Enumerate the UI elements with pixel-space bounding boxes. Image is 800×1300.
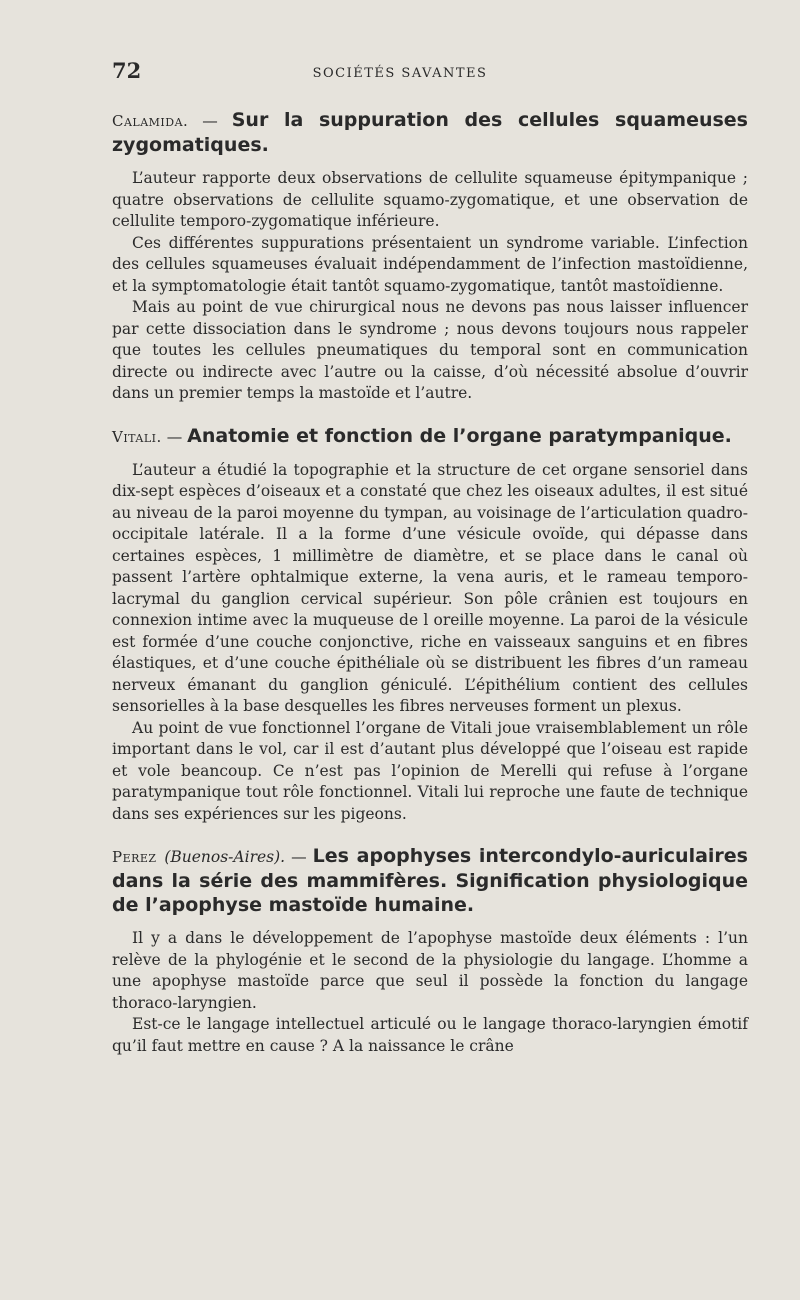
article-heading xyxy=(112,108,748,157)
article-calamida xyxy=(112,108,748,405)
article-perez xyxy=(112,844,748,1057)
paragraph: Est-ce le langage intellectuel articulé ou le langage thoraco-laryngien émotif qu’il faut mettre en cause ? A la naissance le crâne xyxy=(112,1015,748,1055)
heading-separator: — xyxy=(161,427,188,446)
paragraph: Il y a dans le développement de l’apophyse mastoïde deux éléments : l’un relève de la phylogénie et le second de la physiologie du langage. L’homme a une apophyse mastoïde parce que seul il possède la fonction du langage thoraco-laryngien. xyxy=(112,929,748,1012)
article-author: Perez xyxy=(112,848,157,866)
article-heading xyxy=(112,844,748,917)
article-author-place: (Buenos-Aires). xyxy=(164,848,286,866)
article-title: Sur la suppuration des cellules squameuses zygomatiques. xyxy=(112,109,748,156)
paragraph: Ces différentes suppurations présentaient un syndrome variable. L’infection des cellules squameuses évaluait indépendamment de l’infection mastoïdienne, et la symptomatologie était tantôt squamo-zygomatique, tantôt mastoïdienne. xyxy=(112,233,748,295)
page-number: 72 xyxy=(112,58,142,83)
heading-separator: — xyxy=(188,112,232,130)
article-heading xyxy=(112,424,748,449)
paragraph: L’auteur rapporte deux observations de cellulite squameuse épitympanique ; quatre observations de cellulite squamo-zygomatique, et une observation de cellulite temporo-zygomatique inférieure. xyxy=(112,169,748,230)
article-vitali xyxy=(112,424,748,826)
article-author: Vitali. xyxy=(112,427,162,446)
running-title: SOCIÉTÉS SAVANTES xyxy=(312,66,488,81)
paragraph: Au point de vue fonctionnel l’organe de Vitali joue vraisemblablement un rôle important dans le vol, car il est d’autant plus développé que l’oiseau est rapide et vole beancoup. Ce n’est pas l’opinion de Merelli qui refuse à l’organe paratympanique tout rôle fonctionnel. Vitali lui reproche une faute de technique dans ses expériences sur les pigeons. xyxy=(112,718,748,823)
paragraph: L’auteur a étudié la topographie et la structure de cet organe sensoriel dans dix-sept espèces d’oiseaux et a constaté que chez les oiseaux adultes, il est situé au niveau de la paroi moyenne du tympan, au voisinage de l’articulation quadro-occipitale latérale. Il a la forme d’une vésicule ovoïde, qui dépasse dans certaines espèces, 1 millimètre de diamètre, et se place dans le canal où passent l’artère ophtalmique externe, la vena auris, et le rameau temporo-lacrymal du ganglion cervical supérieur. Son pôle crânien est toujours en connexion intime avec la muqueuse de l oreille moyenne. La paroi de la vésicule est formée d’une couche conjonctive, riche en vaisseaux sanguins et en fibres élastiques, et d’une couche épithéliale où se distribuent les fibres d’un rameau nerveux émanant du ganglion géniculé. L’épithélium contient des cellules sensorielles à la base desquelles les fibres nerveuses forment un plexus. xyxy=(112,460,748,715)
article-title: Anatomie et fonction de l’organe paratympanique. xyxy=(187,424,732,447)
article-author: Calamida. xyxy=(112,112,189,130)
page-body xyxy=(112,108,748,1076)
article-title: Les apophyses intercondylo-auriculaires dans la série des mammifères. Signification physiologique de l’apophyse mastoïde humaine. xyxy=(112,845,748,916)
page-header xyxy=(0,58,800,88)
heading-separator: — xyxy=(285,848,313,866)
paragraph: Mais au point de vue chirurgical nous ne devons pas nous laisser influencer par cette dissociation dans le syndrome ; nous devons toujours nous rappeler que toutes les cellules pneumatiques du temporal sont en communication directe ou indirecte avec l’autre ou la caisse, d’où nécessité absolue d’ouvrir dans un premier temps la mastoïde et l’autre. xyxy=(112,298,748,402)
